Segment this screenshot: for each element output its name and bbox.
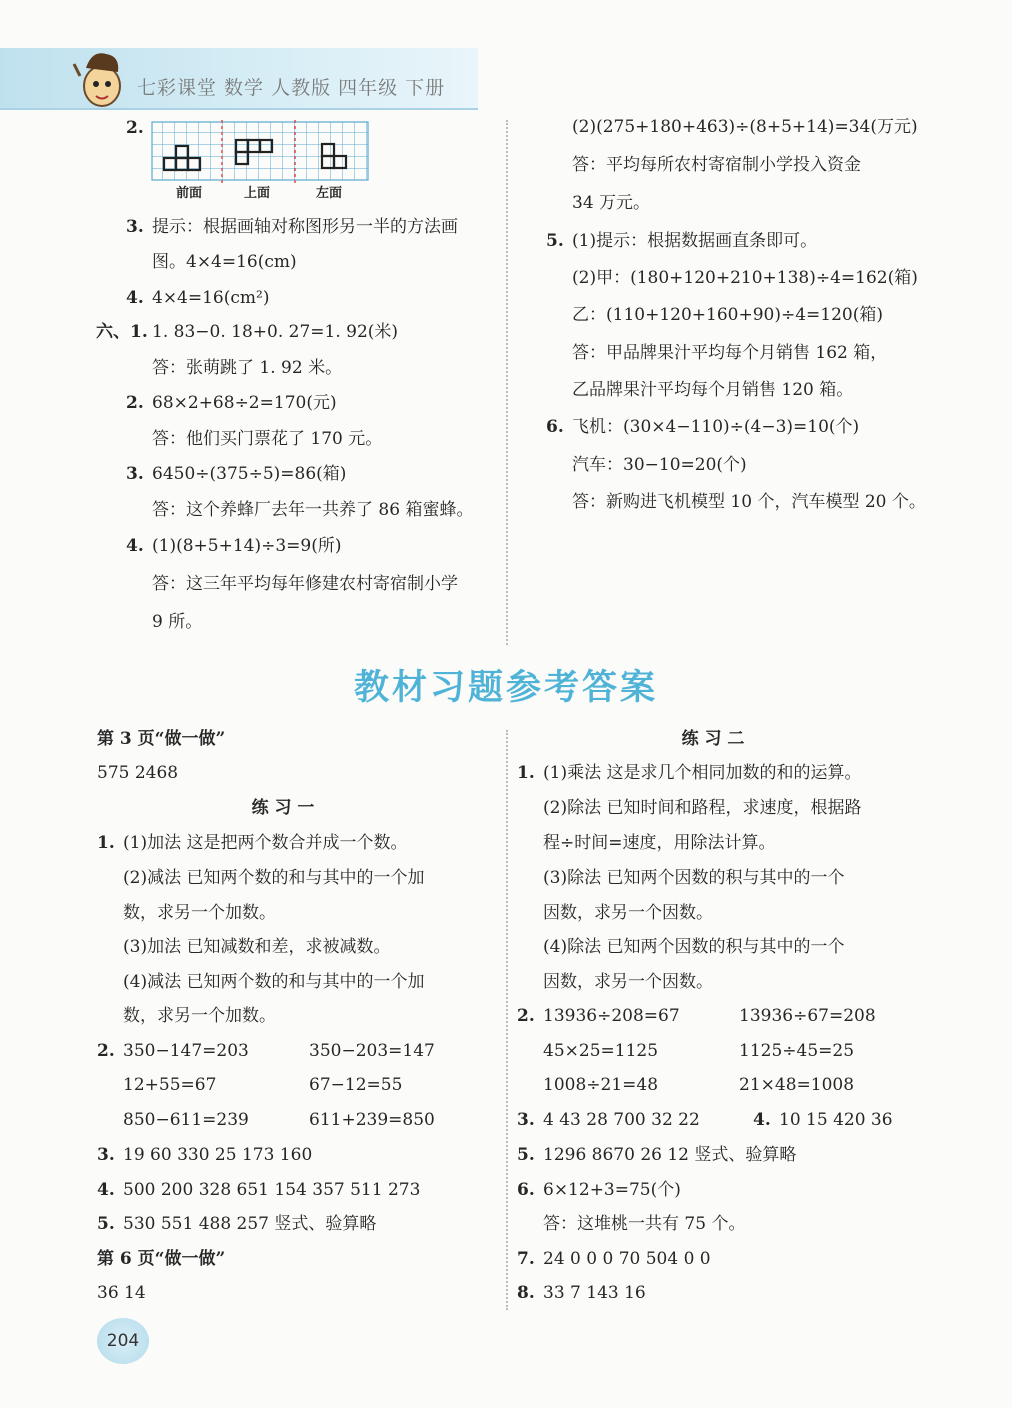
item-number: 6.: [546, 417, 564, 437]
answer-line: (2)除法 已知时间和路程，求速度，根据路: [543, 798, 862, 818]
answer-line: 6×12+3=75(个): [543, 1180, 681, 1200]
item-number: 4.: [126, 536, 144, 556]
answer-line: 程÷时间=速度，用除法计算。: [543, 833, 776, 853]
answer-line: 9 所。: [152, 612, 203, 632]
answer-line: 答：这堆桃一共有 75 个。: [543, 1214, 746, 1234]
answer-line: 500 200 328 651 154 357 511 273: [123, 1180, 421, 1200]
figure-label-front: 前面: [176, 186, 203, 201]
answer-line: 第 6 页“做一做”: [97, 1249, 226, 1269]
subsection-heading: 练 习 二: [681, 729, 745, 749]
item-number: 1.: [517, 763, 535, 783]
answer-line: 45×25=1125: [543, 1041, 659, 1061]
answer-line: (4)减法 已知两个数的和与其中的一个加: [123, 972, 425, 992]
mascot-icon: [72, 46, 134, 112]
answer-line: 850−611=239: [123, 1110, 249, 1130]
figure-label-left: 左面: [316, 186, 343, 201]
answer-line: 汽车：30−10=20(个): [572, 455, 747, 475]
item-number: 2.: [517, 1006, 535, 1026]
view-grids-figure: [150, 120, 370, 202]
answer-line: 第 3 页“做一做”: [97, 729, 226, 749]
answer-line: (1)提示：根据数据画直条即可。: [572, 231, 818, 251]
answer-line: 因数，求另一个因数。: [543, 972, 713, 992]
answer-line: 提示：根据画轴对称图形另一半的方法画: [152, 217, 458, 237]
answer-line: (2)甲：(180+120+210+138)÷4=162(箱): [572, 268, 918, 288]
item-number: 2.: [126, 118, 144, 138]
answer-line: 4×4=16(cm²): [152, 288, 270, 308]
item-number: 5.: [97, 1214, 115, 1234]
answer-line: 34 万元。: [572, 193, 651, 213]
item-number: 1.: [97, 833, 115, 853]
item-number: 5.: [517, 1145, 535, 1165]
answer-line: 1296 8670 26 12 竖式、验算略: [543, 1145, 797, 1165]
item-number: 7.: [517, 1249, 535, 1269]
subsection-heading: 练 习 一: [251, 798, 315, 818]
item-number: 8.: [517, 1283, 535, 1303]
column-divider-bottom: [506, 730, 508, 1310]
answer-line: 530 551 488 257 竖式、验算略: [123, 1214, 377, 1234]
answer-line-second: 13936÷67=208: [739, 1006, 876, 1026]
page-number: 204: [97, 1318, 149, 1364]
item-number: 3.: [126, 217, 144, 237]
answer-line: 36 14: [97, 1283, 146, 1303]
item-number: 3.: [97, 1145, 115, 1165]
answer-line: 答：这个养蜂厂去年一共养了 86 箱蜜蜂。: [152, 500, 474, 520]
answer-line: (1)加法 这是把两个数合并成一个数。: [123, 833, 408, 853]
answer-line: 350−147=203: [123, 1041, 249, 1061]
item-number: 4.: [753, 1110, 771, 1130]
answer-line-second: 1125÷45=25: [739, 1041, 855, 1061]
answer-line: (2)(275+180+463)÷(8+5+14)=34(万元): [572, 117, 918, 137]
answer-line: 12+55=67: [123, 1075, 217, 1095]
answer-line-second: 611+239=850: [309, 1110, 435, 1130]
item-number: 4.: [97, 1180, 115, 1200]
answer-line: 答：他们买门票花了 170 元。: [152, 429, 383, 449]
answer-line: 4 43 28 700 32 22: [543, 1110, 700, 1130]
item-number: 2.: [97, 1041, 115, 1061]
answer-line: 答：甲品牌果汁平均每个月销售 162 箱，: [572, 343, 888, 363]
answer-line: 数，求另一个加数。: [123, 1006, 276, 1026]
answer-line: (1)(8+5+14)÷3=9(所): [152, 536, 342, 556]
answer-line: (3)除法 已知两个因数的积与其中的一个: [543, 868, 845, 888]
answer-line: 19 60 330 25 173 160: [123, 1145, 313, 1165]
item-number: 5.: [546, 231, 564, 251]
answer-line: (4)除法 已知两个因数的积与其中的一个: [543, 937, 845, 957]
answer-line: 乙品牌果汁平均每个月销售 120 箱。: [572, 380, 854, 400]
answer-line: 6450÷(375÷5)=86(箱): [152, 464, 347, 484]
answer-line: 数，求另一个加数。: [123, 903, 276, 923]
answer-line-second: 67−12=55: [309, 1075, 403, 1095]
answer-line: 13936÷208=67: [543, 1006, 680, 1026]
answer-line: 答：张萌跳了 1. 92 米。: [152, 358, 343, 378]
answer-line: (2)减法 已知两个数的和与其中的一个加: [123, 868, 425, 888]
answer-line: 68×2+68÷2=170(元): [152, 393, 337, 413]
answer-line-second: 350−203=147: [309, 1041, 435, 1061]
answer-line: 因数，求另一个因数。: [543, 903, 713, 923]
answer-line: 答：平均每所农村寄宿制小学投入资金: [572, 155, 861, 175]
answer-line: 575 2468: [97, 763, 179, 783]
answer-line: 乙：(110+120+160+90)÷4=120(箱): [572, 305, 883, 325]
section-title: 教材习题参考答案: [353, 668, 658, 708]
answer-line: 1. 83−0. 18+0. 27=1. 92(米): [152, 322, 399, 342]
answer-line-second: 21×48=1008: [739, 1075, 855, 1095]
item-number: 3.: [517, 1110, 535, 1130]
answer-line: 飞机：(30×4−110)÷(4−3)=10(个): [572, 417, 860, 437]
item-number: 六、1.: [96, 322, 148, 342]
answer-line: 答：这三年平均每年修建农村寄宿制小学: [152, 574, 458, 594]
answer-line: 24 0 0 0 70 504 0 0: [543, 1249, 711, 1269]
answer-line: 图。4×4=16(cm): [152, 252, 297, 272]
figure-label-top: 上面: [244, 186, 271, 201]
answer-line: 33 7 143 16: [543, 1283, 646, 1303]
item-number: 3.: [126, 464, 144, 484]
answer-line: (3)加法 已知减数和差，求被减数。: [123, 937, 391, 957]
answer-line: 答：新购进飞机模型 10 个，汽车模型 20 个。: [572, 492, 926, 512]
answer-line: 1008÷21=48: [543, 1075, 659, 1095]
item-number: 2.: [126, 393, 144, 413]
column-divider-top: [506, 120, 508, 645]
header-title: 七彩课堂 数学 人教版 四年级 下册: [137, 77, 446, 99]
item-number: 4.: [126, 288, 144, 308]
item-number: 6.: [517, 1180, 535, 1200]
answer-line: 10 15 420 36: [779, 1110, 893, 1130]
answer-line: (1)乘法 这是求几个相同加数的和的运算。: [543, 763, 862, 783]
